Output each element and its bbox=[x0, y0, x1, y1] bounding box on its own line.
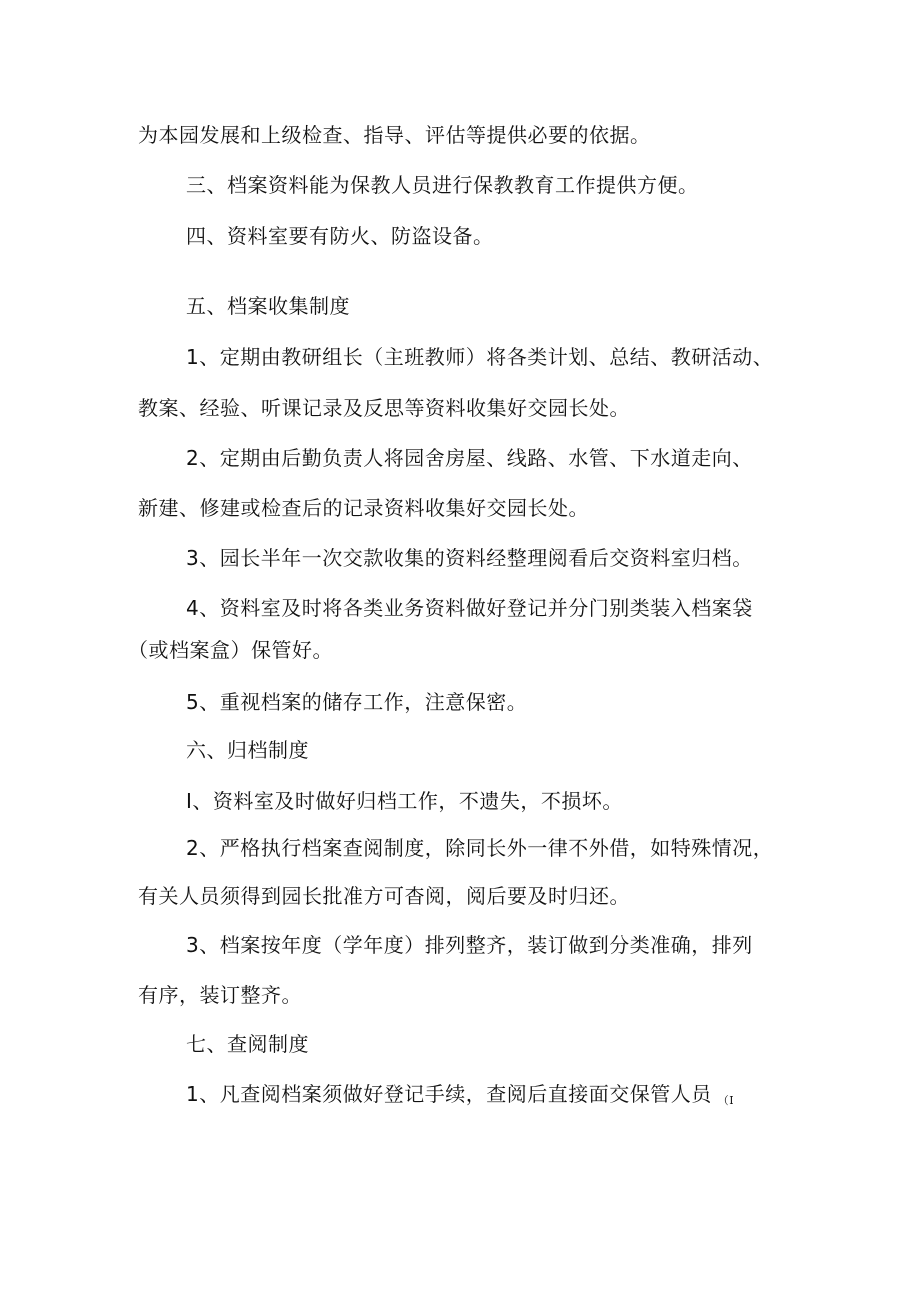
paragraph-text: 1、凡查阅档案须做好登记手续，查阅后直接面交保管人员 bbox=[186, 1082, 712, 1106]
paragraph-line: 3、档案按年度（学年度）排列整齐，装订做到分类准确，排列 bbox=[186, 933, 753, 957]
paragraph-line: （或档案盒）保管好。 bbox=[128, 638, 333, 662]
paragraph-line: 2、定期由后勤负责人将园舍房屋、线路、水管、下水道走向、 bbox=[186, 446, 753, 470]
paragraph-line: I、资料室及时做好归档工作，不遗失，不损坏。 bbox=[186, 789, 623, 813]
paragraph-line: 有序，装订整齐。 bbox=[138, 983, 302, 1007]
paragraph-line: 1、定期由教研组长（主班教师）将各类计划、总结、教研活动、 bbox=[186, 345, 774, 369]
paragraph-line: 4、资料室及时将各类业务资料做好登记并分门别类装入档案袋 bbox=[186, 596, 753, 620]
section-heading: 六、归档制度 bbox=[186, 738, 309, 762]
paragraph-line: 5、重视档案的储存工作，注意保密。 bbox=[186, 690, 528, 714]
paragraph-line: 3、园长半年一次交款收集的资料经整理阅看后交资料室归档。 bbox=[186, 546, 753, 570]
paragraph-line bbox=[186, 1080, 734, 1115]
section-heading: 五、档案收集制度 bbox=[186, 294, 350, 318]
trailing-mark: （I bbox=[717, 1094, 735, 1107]
paragraph-line: 为本园发展和上级检查、指导、评估等提供必要的依据。 bbox=[138, 123, 651, 147]
paragraph-line: 三、档案资料能为保教人员进行保教教育工作提供方便。 bbox=[186, 173, 699, 197]
paragraph-line: 教案、经验、听课记录及反思等资料收集好交园长处。 bbox=[138, 396, 630, 420]
section-heading: 七、查阅制度 bbox=[186, 1032, 309, 1056]
paragraph-line: 2、严格执行档案查阅制度，除同长外一律不外借，如特殊情况， bbox=[186, 836, 774, 860]
paragraph-line: 有关人员须得到园长批准方可杳阅，阅后要及时归还。 bbox=[138, 884, 630, 908]
paragraph-line: 四、资料室要有防火、防盗设备。 bbox=[186, 224, 494, 248]
paragraph-line: 新建、修建或检查后的记录资料收集好交园长处。 bbox=[138, 496, 589, 520]
